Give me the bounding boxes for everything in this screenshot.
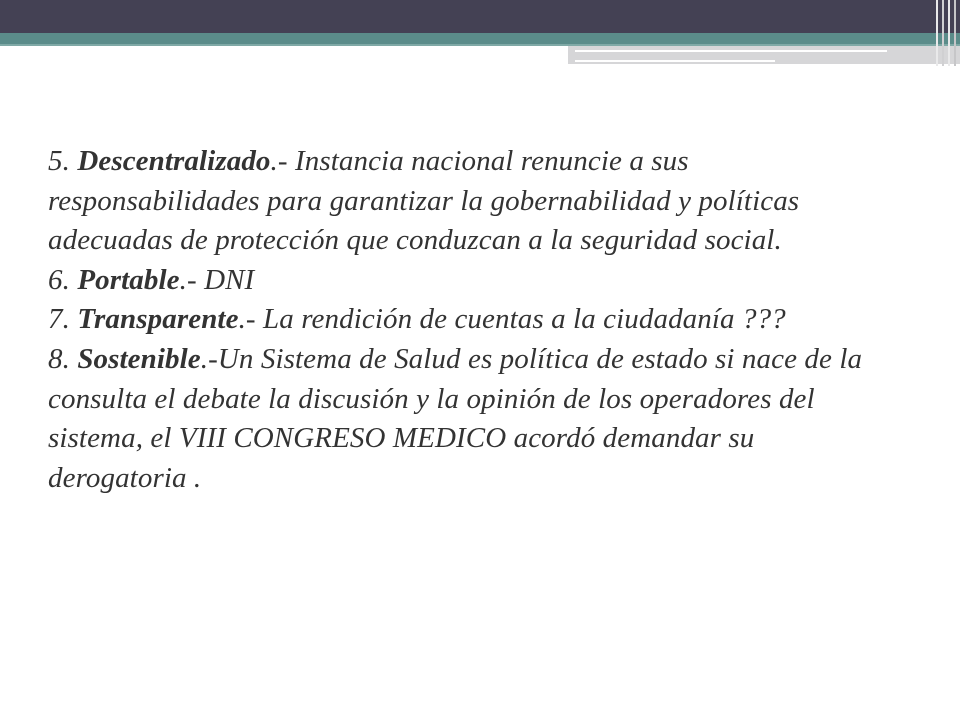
item-term: Portable: [77, 263, 180, 296]
decorative-vertical-line: [948, 0, 950, 66]
item-term: Descentralizado: [77, 145, 271, 177]
decorative-vertical-line: [942, 0, 944, 66]
slide-body: [48, 142, 898, 498]
item-number: 8.: [48, 342, 70, 375]
list-item-descentralizado: [48, 142, 898, 261]
item-text: .- DNI: [179, 263, 255, 296]
decorative-line-short: [575, 60, 775, 62]
item-term: Transparente: [77, 303, 239, 336]
item-text: .-Un Sistema de Salud es política de estado si nace de la consulta el debate la discusión y la opinión de los operadores del sistema, el VIII CONGRESO MEDICO acordó demandar su derogatoria .: [48, 342, 863, 494]
slide-accent-band: [0, 33, 960, 44]
item-text: .- La rendición de cuentas a la ciudadanía ???: [238, 303, 786, 336]
item-number: 5.: [48, 145, 70, 177]
list-item-transparente: [48, 300, 898, 340]
item-term: Sostenible: [77, 342, 201, 375]
slide-header-bar: [0, 0, 960, 33]
list-item-portable: [48, 261, 898, 301]
decorative-vertical-line: [954, 0, 956, 66]
decorative-vertical-line: [936, 0, 938, 66]
list-item-sostenible: [48, 340, 898, 498]
decorative-line: [575, 50, 887, 52]
item-number: 6.: [48, 263, 70, 296]
item-number: 7.: [48, 303, 70, 336]
item-text: .- Instancia nacional renuncie a sus responsabilidades para garantizar la gobernabilidad y políticas adecuadas de protección que conduzcan a la seguridad social.: [48, 145, 800, 257]
